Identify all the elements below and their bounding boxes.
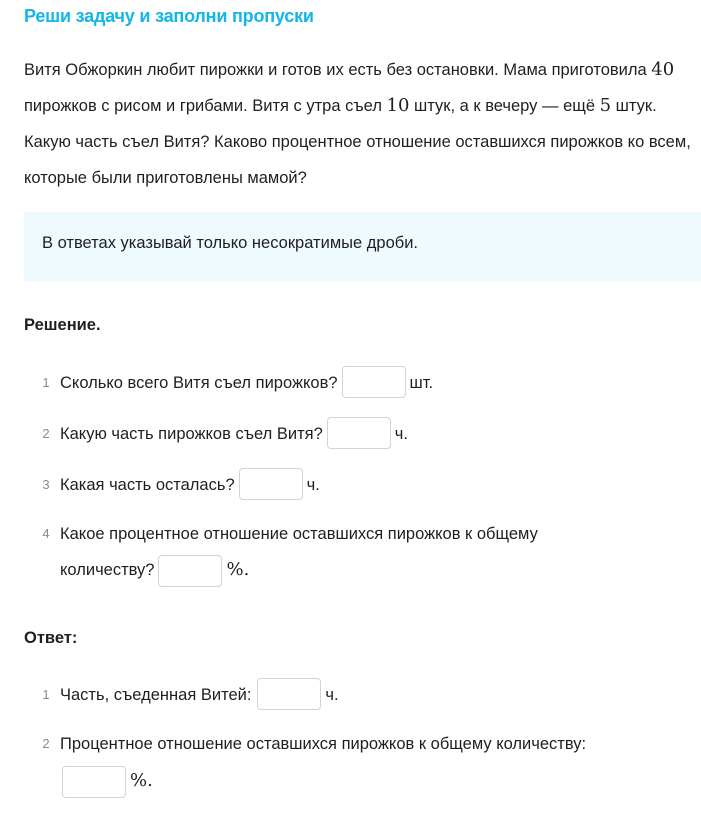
hint-box bbox=[24, 212, 701, 282]
solution-item-2-unit: ч. bbox=[394, 425, 408, 443]
problem-number-2: 10 bbox=[386, 95, 410, 116]
answer-1-input[interactable] bbox=[257, 678, 321, 710]
answer-item-2-text: Процентное отношение оставшихся пирожков к общему количеству: bbox=[60, 735, 587, 753]
solution-answer-1-input[interactable] bbox=[342, 366, 406, 398]
solution-item-1-text: Сколько всего Витя съел пирожков? bbox=[60, 374, 338, 392]
problem-part-2: пирожков с рисом и грибами. Витя с утра съел bbox=[24, 97, 387, 115]
problem-number-3: 5 bbox=[599, 95, 612, 116]
solution-item-3-number: 3 bbox=[42, 477, 50, 492]
answer-item-1-number: 1 bbox=[42, 687, 50, 702]
solution-item-2-number: 2 bbox=[42, 426, 50, 441]
task-title: Реши задачу и заполни пропуски bbox=[24, 6, 314, 26]
solution-item-3-text: Какая часть осталась? bbox=[60, 476, 235, 494]
solution-answer-3-input[interactable] bbox=[239, 468, 303, 500]
solution-item-2-text: Какую часть пирожков съел Витя? bbox=[60, 425, 323, 443]
solution-item-1-number: 1 bbox=[42, 375, 50, 390]
hint-text: В ответах указывай только несократимые дроби. bbox=[42, 234, 419, 252]
solution-answer-4-input[interactable] bbox=[158, 555, 222, 587]
problem-part-1: Витя Обжоркин любит пирожки и готов их есть без остановки. Мама приготовила bbox=[24, 61, 652, 79]
solution-item-4-unit: %. bbox=[226, 559, 250, 580]
answer-item-1-text: Часть, съеденная Витей: bbox=[60, 686, 252, 704]
answer-item-2-unit: %. bbox=[130, 770, 153, 791]
solution-item-1-unit: шт. bbox=[409, 374, 434, 392]
problem-part-4: штук. Какую часть съел Витя? Каково процентное отношение оставшихся пирожков ко всем, которые были приготовлены мамой? bbox=[24, 97, 691, 187]
answer-2-input[interactable] bbox=[62, 766, 126, 798]
solution-answer-2-input[interactable] bbox=[327, 417, 391, 449]
answer-item-1-unit: ч. bbox=[325, 686, 339, 704]
solution-item-4-number: 4 bbox=[42, 526, 50, 541]
problem-part-3: штук, а к вечеру — ещё bbox=[409, 97, 600, 115]
answer-label: Ответ: bbox=[24, 629, 78, 647]
solution-item-3-unit: ч. bbox=[306, 476, 320, 494]
problem-text bbox=[24, 52, 694, 196]
solution-item-4-text: Какое процентное отношение оставшихся пирожков к общему количеству? bbox=[60, 525, 538, 579]
answer-item-2-number: 2 bbox=[42, 736, 50, 751]
problem-number-1: 40 bbox=[651, 59, 675, 80]
solution-label: Решение. bbox=[24, 316, 101, 334]
